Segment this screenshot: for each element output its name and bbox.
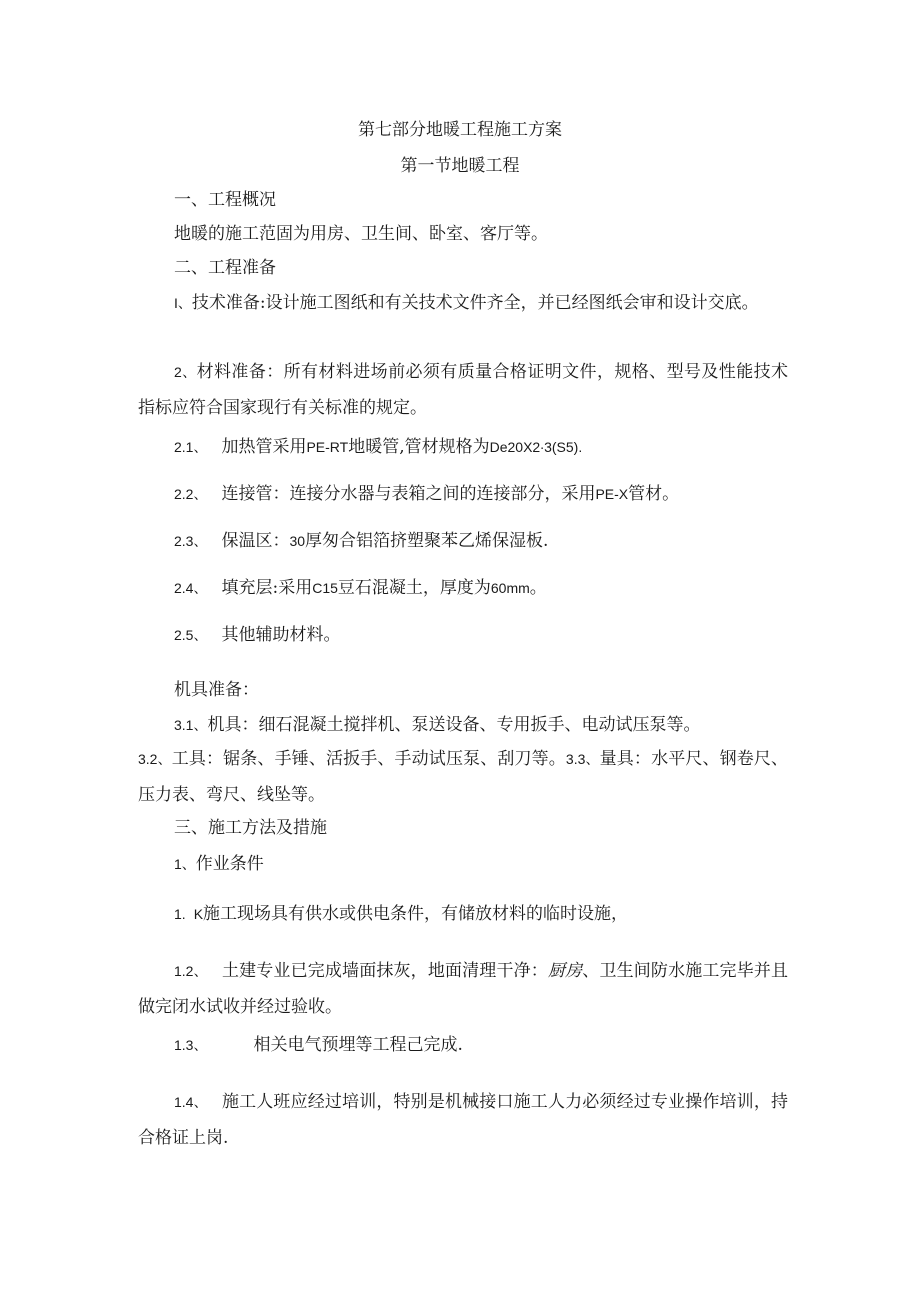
item-number: 2、 bbox=[174, 364, 197, 380]
item-number: 2.1、 bbox=[174, 439, 208, 455]
item-number: 1.4、 bbox=[174, 1094, 208, 1110]
item-number: 1.2、 bbox=[174, 963, 208, 979]
item-number: 3.3、 bbox=[565, 751, 600, 767]
item-number: 2.5、 bbox=[174, 627, 208, 643]
heading-preparation: 二、工程准备 bbox=[174, 258, 276, 278]
document-title: 第七部分地暖工程施工方案 bbox=[358, 120, 562, 140]
item-text: 技术准备:设计施工图纸和有关技术文件齐全，并已经图纸会审和设计交底。 bbox=[191, 293, 759, 313]
item-number: 1. bbox=[174, 906, 186, 922]
subheading-work-conditions: 1、作业条件 bbox=[174, 854, 264, 874]
item-1-4: 1.4、 施工人班应经过培训，特别是机械接口施工人力必须经过专业操作培训，持合格证上岗. bbox=[138, 1092, 788, 1148]
item-number: I、 bbox=[174, 295, 192, 311]
item-2-2: 2.2、 连接管：连接分水器与表箱之间的连接部分，采用PE-X管材。 bbox=[174, 484, 680, 504]
section-title: 第一节地暖工程 bbox=[400, 156, 520, 176]
item-number: 3.1、 bbox=[174, 717, 208, 733]
item-2-5: 2.5、 其他辅助材料。 bbox=[174, 625, 341, 645]
item-number: 3.2、 bbox=[138, 751, 172, 767]
item-number: 2.3、 bbox=[174, 533, 208, 549]
item-number: 2.2、 bbox=[174, 486, 208, 502]
item-number: 1、 bbox=[174, 856, 196, 872]
item-text: 材料准备：所有材料进场前必须有质量合格证明文件，规格、型号及性能技术指标应符合国家现行有关标准的规定。 bbox=[138, 362, 788, 418]
heading-machine-preparation: 机具准备： bbox=[174, 680, 259, 700]
heading-construction-methods: 三、施工方法及措施 bbox=[174, 818, 327, 838]
items-3-2-and-3-3: 3.2、工具：锯条、手锤、活扳手、手动试压泵、刮刀等。3.3、量具：水平尺、钢卷尺、压力表、弯尺、线坠等。 bbox=[138, 749, 789, 805]
item-number: 2.4、 bbox=[174, 580, 208, 596]
paragraph-material-preparation bbox=[138, 354, 788, 426]
paragraph-technical-preparation bbox=[138, 285, 788, 321]
heading-overview: 一、工程概况 bbox=[174, 190, 276, 210]
item-3-1: 3.1、机具：细石混凝土搅拌机、泵送设备、专用扳手、电动试压泵等。 bbox=[174, 715, 701, 735]
item-1-2: 1.2、 土建专业已完成墙面抹灰，地面清理干净：厨房、卫生间防水施工完毕并且做完闭水试收并经过验收。 bbox=[138, 961, 789, 1017]
item-1-3: 1.3、 相关电气预埋等工程己完成. bbox=[174, 1035, 463, 1055]
item-2-4: 2.4、 填充层:采用C15豆石混凝土，厚度为60mm。 bbox=[174, 578, 547, 598]
item-1-1: 1. K施工现场具有供水或供电条件，有储放材料的临时设施， bbox=[174, 904, 629, 924]
paragraph-scope: 地暖的施工范固为用房、卫生间、卧室、客厅等。 bbox=[174, 224, 548, 244]
item-2-1: 2.1、 加热管采用PE-RT地暖管,管材规格为De20X2∙3(S5). bbox=[174, 437, 583, 457]
item-2-3: 2.3、 保温区：30厚匆合铝箔挤塑聚苯乙烯保湿板. bbox=[174, 531, 549, 551]
item-number: 1.3、 bbox=[174, 1037, 208, 1053]
